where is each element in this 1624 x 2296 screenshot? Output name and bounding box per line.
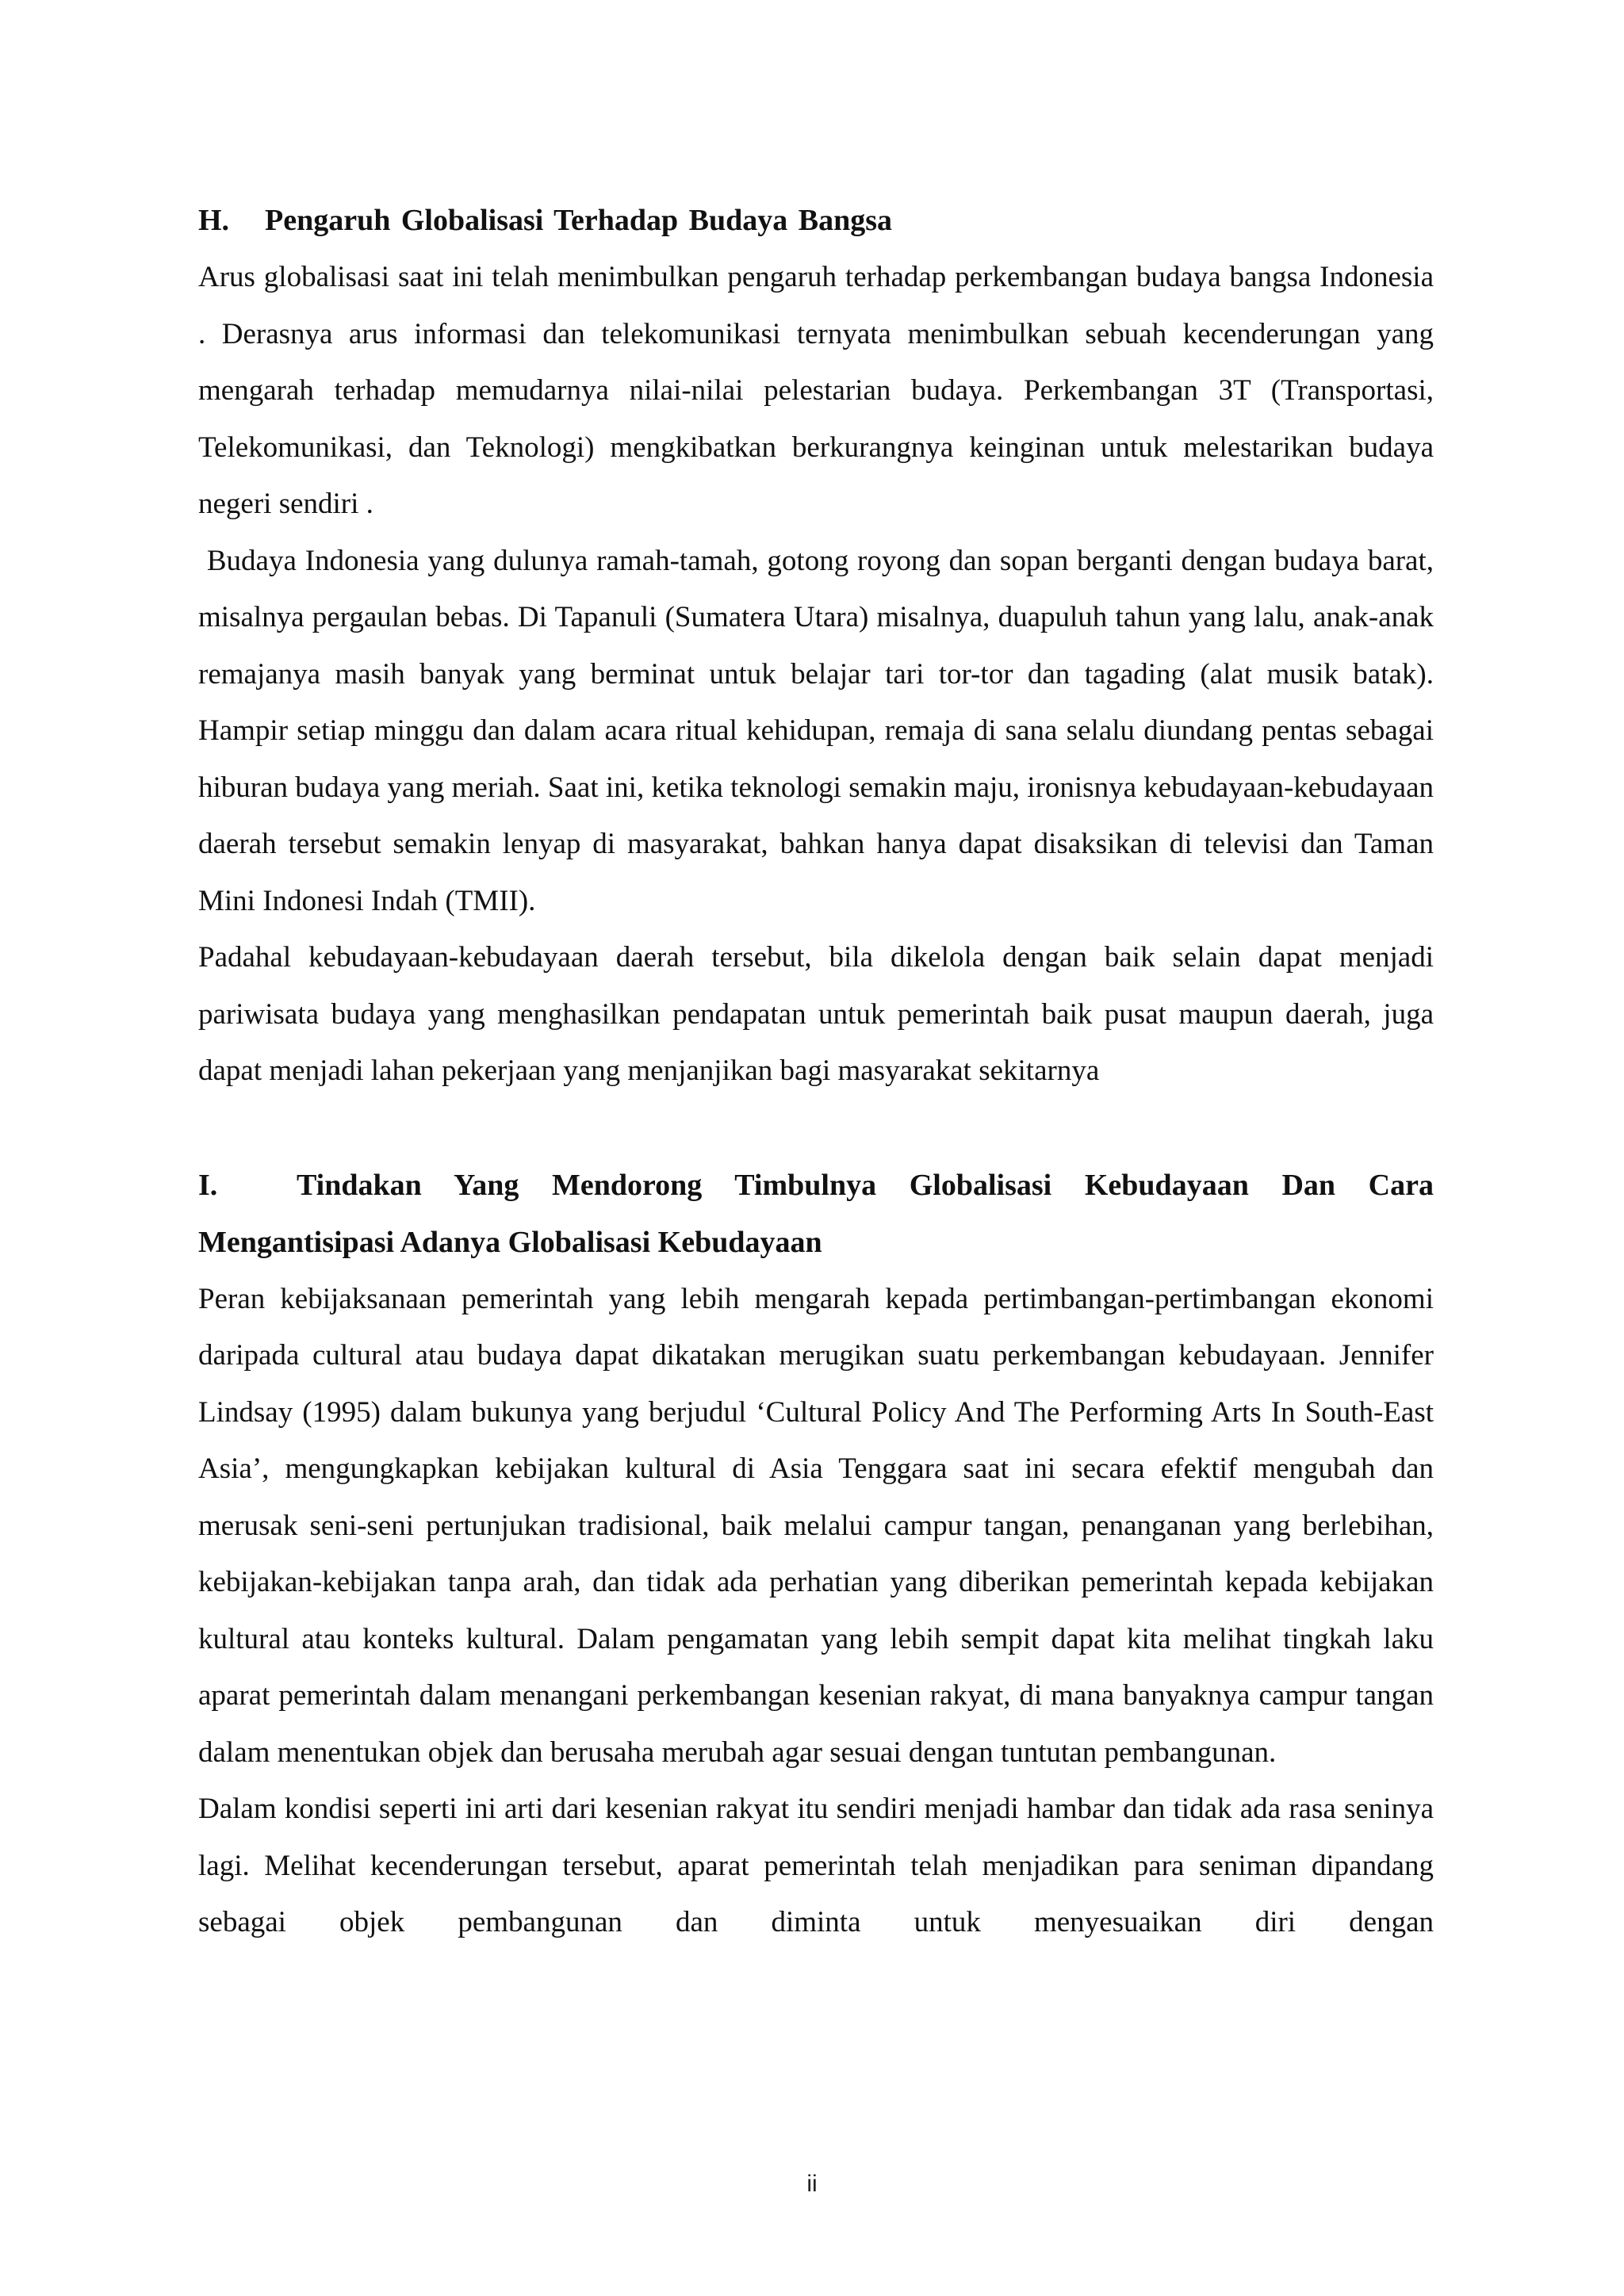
section-h-paragraph-3: Padahal kebudayaan-kebudayaan daerah tersebut, bila dikelola dengan baik selain dapat menjadi pariwisata budaya yang menghasilkan pendapatan untuk pemerintah baik pusat maupun daerah, juga dapat menjadi lahan pekerjaan yang menjanjikan bagi masyarakat sekitarnya [198,941,1434,1087]
section-i-title: Tindakan Yang Mendorong Timbulnya Globalisasi Kebudayaan Dan Cara Mengantisipasi Adanya Globalisasi Kebudayaan [198,1168,1434,1259]
section-h-marker: H. [198,204,230,237]
page-number: ii [806,2171,818,2197]
section-h-paragraph-1: Arus globalisasi saat ini telah menimbulkan pengaruh terhadap perkembangan budaya bangsa Indonesia . Derasnya arus informasi dan telekomunikasi ternyata menimbulkan sebuah kecenderungan yang mengarah terhadap memudarnya nilai-nilai pelestarian budaya. Perkembangan 3T (Transportasi, Telekomunikasi, dan Teknologi) mengkibatkan berkurangnya keinginan untuk melestarikan budaya negeri sendiri . [198,261,1434,520]
section-i-paragraph-1: Peran kebijaksanaan pemerintah yang lebih mengarah kepada pertimbangan-pertimbangan ekonomi daripada cultural atau budaya dapat dikatakan merugikan suatu perkembangan kebudayaan. Jennifer Lindsay (1995) dalam bukunya yang berjudul ‘Cultural Policy And The Performing Arts In South-East Asia’, mengungkapkan kebijakan kultural di Asia Tenggara saat ini secara efektif mengubah dan merusak seni-seni pertunjukan tradisional, baik melalui campur tangan, penanganan yang berlebihan, kebijakan-kebijakan tanpa arah, dan tidak ada perhatian yang diberikan pemerintah kepada kebijakan kultural atau konteks kultural. Dalam pengamatan yang lebih sempit dapat kita melihat tingkah laku aparat pemerintah dalam menangani perkembangan kesenian rakyat, di mana banyaknya campur tangan dalam menentukan objek dan berusaha merubah agar sesuai dengan tuntutan pembangunan. [198,1282,1434,1769]
section-i-marker: I. [198,1168,218,1202]
section-i-paragraph-2: Dalam kondisi seperti ini arti dari kesenian rakyat itu sendiri menjadi hambar dan tidak ada rasa seninya lagi. Melihat kecenderungan tersebut, aparat pemerintah telah menjadikan para seniman dipandang sebagai objek pembangunan dan diminta untuk menyesuaikan diri dengan [198,1793,1434,1938]
section-h-heading [198,192,1434,249]
section-spacer [198,1100,1434,1157]
section-h-paragraph-2: Budaya Indonesia yang dulunya ramah-tamah, gotong royong dan sopan berganti dengan budaya barat, misalnya pergaulan bebas. Di Tapanuli (Sumatera Utara) misalnya, duapuluh tahun yang lalu, anak-anak remajanya masih banyak yang berminat untuk belajar tari tor-tor dan tagading (alat musik batak). Hampir setiap minggu dan dalam acara ritual kehidupan, remaja di sana selalu diundang pentas sebagai hiburan budaya yang meriah. Saat ini, ketika teknologi semakin maju, ironisnya kebudayaan-kebudayaan daerah tersebut semakin lenyap di masyarakat, bahkan hanya dapat disaksikan di televisi dan Taman Mini Indonesi Indah (TMII). [198,544,1442,917]
document-page [198,192,1442,1951]
section-h-title: Pengaruh Globalisasi Terhadap Budaya Bangsa [265,204,893,237]
section-i-heading [198,1157,1434,1271]
